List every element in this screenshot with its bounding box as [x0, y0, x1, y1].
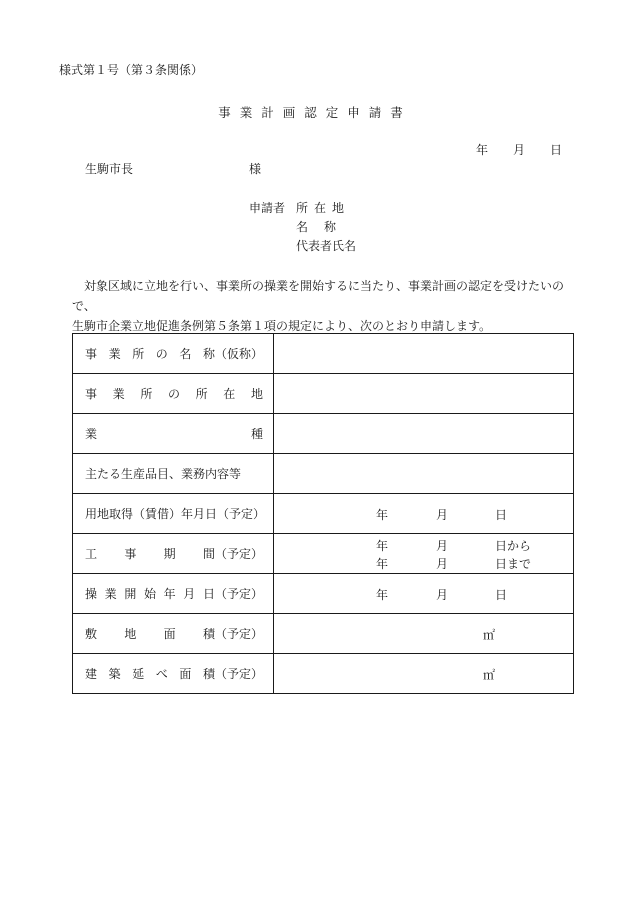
applicant-representative-label: 代表者氏名	[296, 239, 357, 253]
label-part: 面	[163, 627, 176, 641]
label-part: 面	[179, 667, 192, 681]
label-part: の	[167, 387, 180, 401]
row-label	[73, 334, 274, 374]
field-main-products[interactable]	[274, 454, 574, 494]
label-part: 始	[143, 587, 156, 601]
label-part: 月	[183, 587, 196, 601]
label-part: 所	[132, 347, 145, 361]
field-total-floor-area[interactable]	[274, 654, 574, 694]
applicant-label: 申請者	[249, 201, 286, 215]
construction-end-year: 年	[376, 557, 389, 571]
label-part: 事	[85, 387, 98, 401]
field-establishment-location[interactable]	[274, 374, 574, 414]
label-part: 在	[223, 387, 236, 401]
construction-start-year: 年	[376, 539, 389, 553]
row-label	[73, 574, 274, 614]
field-industry[interactable]	[274, 414, 574, 454]
label-establishment-location	[85, 385, 263, 402]
date-day: 日	[550, 143, 563, 157]
label-part: 所	[195, 387, 208, 401]
label-part: 年	[163, 587, 176, 601]
table-row	[73, 414, 574, 454]
label-part: 工	[85, 547, 98, 561]
application-table	[72, 333, 574, 694]
table-row	[73, 574, 574, 614]
label-part: 建	[85, 667, 98, 681]
label-part: 事	[85, 347, 98, 361]
table-row	[73, 454, 574, 494]
label-part: 所	[140, 387, 153, 401]
addressee-honorific: 様	[249, 162, 262, 176]
label-part: 業	[104, 587, 117, 601]
table-row	[73, 654, 574, 694]
row-label	[73, 454, 274, 494]
row-label	[73, 654, 274, 694]
operation-day-label: 日	[495, 588, 508, 602]
table-row	[73, 614, 574, 654]
label-part: 積（予定）	[202, 667, 263, 681]
row-label	[73, 414, 274, 454]
label-industry	[85, 425, 263, 442]
operation-year-label: 年	[376, 588, 389, 602]
table-row	[73, 334, 574, 374]
land-year-label: 年	[376, 508, 389, 522]
field-land-acquisition-date[interactable]	[274, 494, 574, 534]
label-establishment-name	[85, 345, 263, 362]
label-operation-start-date	[85, 585, 263, 602]
form-number: 様式第１号（第３条関係）	[59, 63, 204, 77]
body-line-1: 対象区域に立地を行い、事業所の操業を開始するに当たり、事業計画の認定を受けたいので、	[72, 279, 565, 313]
label-part: べ	[155, 667, 168, 681]
label-part: 事	[124, 547, 137, 561]
date-year: 年	[476, 143, 489, 157]
table-row	[73, 494, 574, 534]
addressee-name: 生駒市長	[85, 162, 134, 176]
document-title: 事業計画認定申請書	[218, 105, 412, 120]
land-day-label: 日	[495, 508, 508, 522]
table-row	[73, 374, 574, 414]
label-part: の	[155, 347, 168, 361]
body-text	[72, 276, 572, 336]
label-part: 地	[124, 627, 137, 641]
site-area-unit: ㎡	[483, 628, 496, 642]
label-part: 開	[124, 587, 137, 601]
label-part: 称（仮称）	[202, 347, 263, 361]
label-part: 期	[163, 547, 176, 561]
land-month-label: 月	[436, 508, 449, 522]
label-construction-period	[85, 545, 263, 562]
field-construction-period[interactable]	[274, 534, 574, 574]
label-part: 延	[132, 667, 145, 681]
label-part: 日（予定）	[202, 587, 263, 601]
field-site-area[interactable]	[274, 614, 574, 654]
row-label	[73, 534, 274, 574]
label-part: 業	[108, 347, 121, 361]
operation-month-label: 月	[436, 588, 449, 602]
construction-start-month: 月	[436, 539, 449, 553]
field-establishment-name[interactable]	[274, 334, 574, 374]
construction-start-day: 日から	[495, 539, 532, 553]
floor-area-unit: ㎡	[483, 668, 496, 682]
field-operation-start-date[interactable]	[274, 574, 574, 614]
label-part: 操	[85, 587, 98, 601]
construction-end-month: 月	[436, 557, 449, 571]
label-part: 間（予定）	[202, 547, 263, 561]
label-part: 業	[85, 427, 98, 441]
applicant-location-label: 所在地	[296, 201, 351, 215]
body-line-2: 生駒市企業立地促進条例第５条第１項の規定により、次のとおり申請します。	[72, 319, 492, 333]
label-part: 種	[250, 427, 263, 441]
table-row	[73, 534, 574, 574]
date-month: 月	[513, 143, 526, 157]
label-total-floor-area	[85, 665, 263, 682]
label-part: 名	[179, 347, 192, 361]
label-part: 敷	[85, 627, 98, 641]
label-land-acquisition-date: 用地取得（賃借）年月日（予定）	[85, 507, 266, 521]
label-main-products: 主たる生産品目、業務内容等	[85, 467, 242, 481]
row-label	[73, 614, 274, 654]
label-part: 地	[250, 387, 263, 401]
row-label	[73, 374, 274, 414]
label-part: 業	[112, 387, 125, 401]
label-part: 築	[108, 667, 121, 681]
label-part: 積（予定）	[202, 627, 263, 641]
label-site-area	[85, 625, 263, 642]
construction-end-day: 日まで	[495, 557, 532, 571]
date-line	[476, 141, 562, 158]
row-label	[73, 494, 274, 534]
applicant-name-label: 名称	[296, 220, 353, 234]
